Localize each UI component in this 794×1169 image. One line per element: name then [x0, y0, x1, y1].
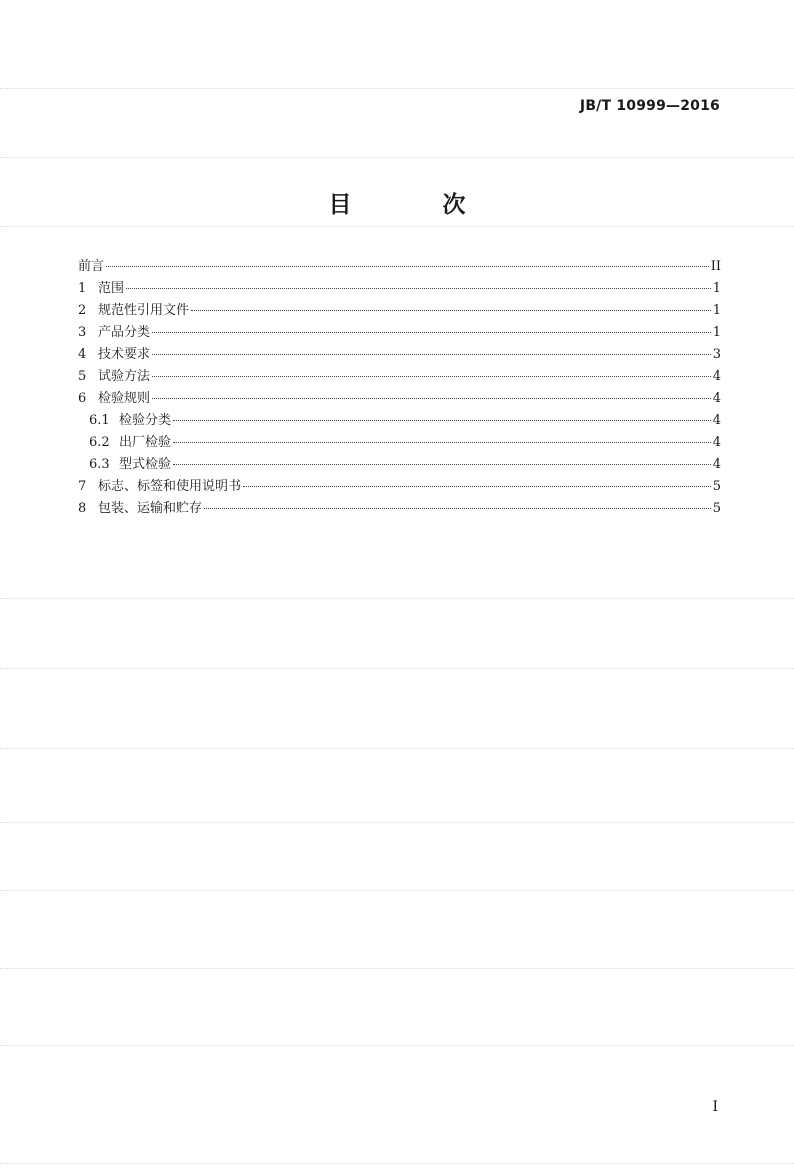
toc-leader-dots: [173, 420, 711, 421]
toc-leader-dots: [152, 332, 711, 333]
toc-entry-number: 6.3: [89, 457, 110, 472]
toc-entry-label: 型式检验: [119, 457, 172, 472]
toc-entry-number: 6.2: [89, 435, 110, 450]
scan-line: [0, 157, 794, 158]
toc-entry-label: 试验方法: [98, 369, 151, 384]
scan-line: [0, 1163, 794, 1164]
toc-leader-dots: [191, 310, 711, 311]
toc-entry-label: 包装、运输和贮存: [98, 501, 203, 516]
toc-entry-foreword[interactable]: [78, 256, 721, 278]
toc-entry-number: 2: [78, 303, 87, 318]
scan-line: [0, 598, 794, 599]
toc-entry-inspection-classification[interactable]: [78, 410, 721, 432]
toc-entry-page: 4: [712, 391, 721, 406]
toc-entry-label: 出厂检验: [119, 435, 172, 450]
toc-entry-number: 4: [78, 347, 87, 362]
toc-entry-type-inspection[interactable]: [78, 454, 721, 476]
toc-entry-label: 检验规则: [98, 391, 151, 406]
toc-entry-label: 规范性引用文件: [98, 303, 190, 318]
toc-leader-dots: [126, 288, 711, 289]
toc-entry-page: 1: [712, 303, 721, 318]
toc-entry-technical-requirements[interactable]: [78, 344, 721, 366]
toc-entry-packaging-transport-storage[interactable]: [78, 498, 721, 520]
scan-line: [0, 748, 794, 749]
toc-leader-dots: [173, 464, 711, 465]
toc-leader-dots: [152, 398, 711, 399]
toc-entry-page: 4: [712, 457, 721, 472]
toc-entry-label: 标志、标签和使用说明书: [98, 479, 242, 494]
toc-entry-page: 4: [712, 369, 721, 384]
toc-entry-page: 5: [712, 479, 721, 494]
scan-line: [0, 1045, 794, 1046]
toc-entry-label: 产品分类: [98, 325, 151, 340]
toc-entry-page: II: [710, 259, 721, 274]
toc-entry-factory-inspection[interactable]: [78, 432, 721, 454]
toc-leader-dots: [152, 354, 711, 355]
toc-entry-number: 5: [78, 369, 87, 384]
toc-leader-dots: [106, 266, 709, 267]
scan-line: [0, 890, 794, 891]
toc-entry-page: 3: [712, 347, 721, 362]
scan-line: [0, 968, 794, 969]
scan-line: [0, 668, 794, 669]
toc-entry-label: 前言: [78, 259, 105, 274]
toc-leader-dots: [243, 486, 711, 487]
toc-entry-label: 检验分类: [119, 413, 172, 428]
toc-entry-page: 4: [712, 435, 721, 450]
table-of-contents: [78, 256, 721, 520]
toc-entry-marking-labels-instructions[interactable]: [78, 476, 721, 498]
toc-entry-page: 5: [712, 501, 721, 516]
toc-entry-test-methods[interactable]: [78, 366, 721, 388]
toc-entry-page: 1: [712, 281, 721, 296]
toc-entry-label: 技术要求: [98, 347, 151, 362]
toc-leader-dots: [173, 442, 711, 443]
standard-code: JB/T 10999—2016: [579, 98, 720, 114]
scan-line: [0, 822, 794, 823]
toc-entry-number: 6.1: [89, 413, 110, 428]
page-number: I: [712, 1099, 718, 1115]
scan-line: [0, 88, 794, 89]
toc-entry-label: 范围: [98, 281, 125, 296]
toc-entry-page: 4: [712, 413, 721, 428]
toc-entry-normative-references[interactable]: [78, 300, 721, 322]
toc-leader-dots: [152, 376, 711, 377]
toc-entry-number: 1: [78, 281, 87, 296]
toc-entry-page: 1: [712, 325, 721, 340]
toc-entry-number: 7: [78, 479, 87, 494]
toc-leader-dots: [204, 508, 711, 509]
toc-entry-scope[interactable]: [78, 278, 721, 300]
toc-entry-product-classification[interactable]: [78, 322, 721, 344]
toc-entry-number: 3: [78, 325, 87, 340]
toc-title: 目 次: [328, 192, 500, 218]
toc-entry-inspection-rules[interactable]: [78, 388, 721, 410]
toc-entry-number: 6: [78, 391, 87, 406]
scan-line: [0, 226, 794, 227]
toc-entry-number: 8: [78, 501, 87, 516]
